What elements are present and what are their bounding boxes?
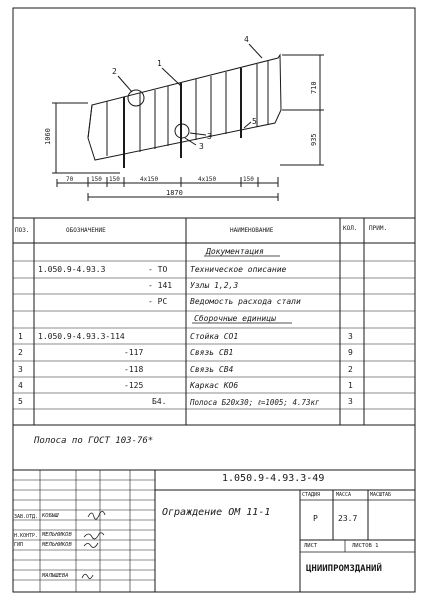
callout-4: 4 (244, 35, 249, 44)
unit-row-3-designation: -118 (124, 365, 144, 374)
section-units: Сборочные единицы (194, 314, 276, 323)
col-header-designation: ОБОЗНАЧЕНИЕ (66, 227, 106, 234)
callout-3a: 3 (207, 132, 212, 141)
dim-150b: 150 (109, 176, 120, 183)
dim-710: 710 (310, 81, 318, 94)
unit-row-5-designation: Б4. (152, 397, 167, 406)
signature-1 (88, 511, 105, 519)
callout-1: 1 (157, 59, 162, 68)
organization: ЦНИИПРОМЗДАНИЙ (306, 564, 382, 574)
col-header-qty: КОЛ. (343, 225, 358, 232)
dim-150c: 150 (243, 176, 254, 183)
unit-row-1-qty: 3 (348, 332, 353, 341)
doc-row-2-code: - 141 (148, 281, 173, 290)
unit-row-2-pos: 2 (18, 348, 23, 357)
unit-row-3-qty: 2 (348, 365, 353, 374)
doc-row-3-code: - РС (148, 297, 168, 306)
steel-note: Полоса по ГОСТ 103-76* (34, 436, 154, 446)
dim-150a: 150 (91, 176, 102, 183)
sheet-label: ЛИСТ (304, 543, 318, 549)
signature-3 (84, 543, 98, 547)
doc-row-2-name: Узлы 1,2,3 (190, 281, 239, 290)
mass-label: МАССА (336, 492, 352, 498)
dim-1060: 1060 (44, 128, 52, 145)
col-header-note: ПРИМ. (369, 225, 388, 232)
unit-row-5-name: Полоса Б20х30; ℓ=1005; 4.73кг (190, 398, 320, 407)
sig-role-3: ГИП (14, 542, 24, 548)
stage-label: СТАДИЯ (302, 492, 321, 498)
sig-name-4: МАЛЫШЕВА (42, 573, 69, 579)
sig-role-1: ЗАВ.ОТД. (14, 514, 39, 520)
doc-row-3-name: Ведомость расхода стали (190, 297, 301, 306)
dim-935: 935 (310, 133, 318, 146)
dim-1870: 1870 (166, 189, 183, 197)
unit-row-4-qty: 1 (348, 381, 353, 390)
dim-70: 70 (66, 176, 74, 183)
sheets-label: ЛИСТОВ 1 (352, 543, 379, 549)
callout-3b: 3 (199, 142, 204, 151)
doc-code: 1.050.9-4.93.3-49 (222, 473, 325, 484)
unit-row-4-name: Каркас КО6 (190, 381, 239, 390)
detail-circle-2 (128, 90, 144, 106)
unit-row-3-name: Связь СВ4 (190, 365, 234, 374)
unit-row-1-name: Стойка СО1 (190, 332, 239, 341)
unit-row-4-pos: 4 (18, 381, 23, 390)
dim-4x150a: 4x150 (140, 176, 159, 183)
stage-value: Р (313, 514, 318, 523)
unit-row-1-designation: 1.050.9-4.93.3-114 (38, 332, 125, 341)
mass-value: 23.7 (338, 514, 358, 523)
dim-4x150b: 4x150 (198, 176, 217, 183)
doc-row-1-name: Техническое описание (190, 265, 287, 274)
doc-row-1-code: - ТО (148, 265, 168, 274)
section-docs: Документация (206, 247, 264, 256)
sig-name-1: КОБЫШ (42, 513, 59, 519)
fence-panel (88, 55, 281, 160)
sig-name-2: МЕЛЬНИКОВ (42, 532, 72, 538)
drawing-title: Ограждение ОМ 11-1 (162, 507, 271, 518)
unit-row-3-pos: 3 (18, 365, 23, 374)
unit-row-5-pos: 5 (18, 397, 23, 406)
sig-name-3: МЕЛЬНИКОВ (42, 542, 72, 548)
unit-row-2-designation: -117 (124, 348, 144, 357)
col-header-name: НАИМЕНОВАНИЕ (230, 227, 274, 234)
unit-row-4-designation: -125 (124, 381, 144, 390)
unit-row-2-name: Связь СВ1 (190, 348, 234, 357)
unit-row-1-pos: 1 (18, 332, 23, 341)
unit-row-2-qty: 9 (348, 348, 353, 357)
callout-5: 5 (252, 117, 257, 126)
callout-2: 2 (112, 67, 117, 76)
scale-label: МАСШТАБ (370, 492, 392, 498)
unit-row-5-qty: 3 (348, 397, 353, 406)
sig-role-2: Н.КОНТР. (14, 533, 39, 539)
signature-2 (84, 533, 104, 539)
doc-row-1-designation: 1.050.9-4.93.3 (38, 265, 106, 274)
signature-4 (82, 574, 93, 578)
col-header-pos: ПОЗ. (15, 227, 30, 234)
